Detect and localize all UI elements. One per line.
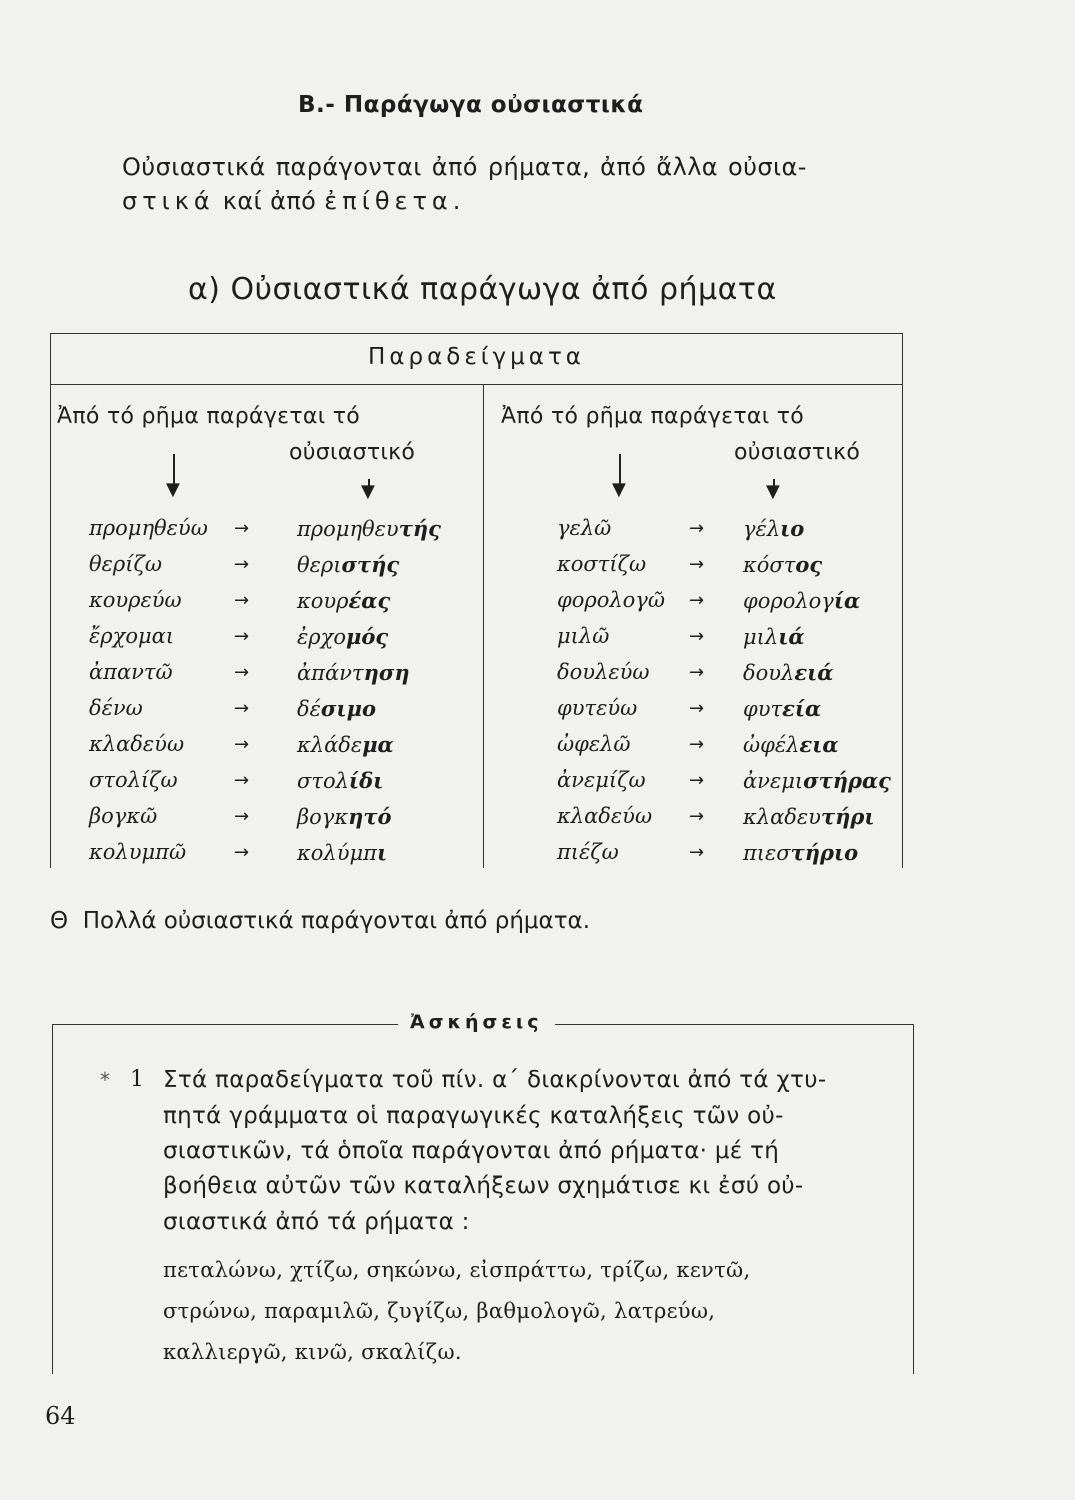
table-header: Παραδείγματα [368, 344, 585, 370]
noun: θεριστής [297, 552, 400, 577]
arrow-icon: → [689, 518, 705, 539]
verb: δένω [89, 696, 143, 720]
subsection-title: α) Οὐσιαστικά παράγωγα ἀπό ρήματα [188, 272, 777, 307]
arrow-icon: → [689, 662, 705, 683]
noun: ἐρχομός [297, 624, 389, 649]
verb: θερίζω [89, 552, 162, 576]
verb: ἔρχομαι [89, 624, 175, 648]
arrow-icon: → [234, 806, 250, 827]
noun: κολύμπι [297, 840, 388, 865]
noun: προμηθευτής [297, 516, 441, 541]
verb: κολυμπῶ [89, 840, 187, 864]
arrow-icon: → [689, 554, 705, 575]
verb: κλαδεύω [89, 732, 185, 756]
exercises-title: Ἀσκήσεις [398, 1011, 555, 1033]
intro-word-epitheta: ἐπίθετα. [324, 187, 466, 215]
theta-note [50, 908, 590, 934]
noun: φορολογία [743, 588, 861, 613]
arrow-icon: → [234, 698, 250, 719]
intro-word-kai-apo: καί ἀπό [214, 187, 325, 215]
table-header-rule [51, 384, 902, 385]
arrow-icon: → [689, 698, 705, 719]
noun: γέλιο [743, 516, 805, 541]
arrow-icon: → [689, 590, 705, 611]
noun: στολίδι [297, 768, 384, 793]
noun: πιεστήριο [743, 840, 859, 865]
noun: φυτεία [743, 696, 822, 721]
verb: κοστίζω [557, 552, 647, 576]
exercise-text-line: Στά παραδείγματα τοῦ πίν. α΄ διακρίνονται ἀπό τά χτυ- [163, 1067, 827, 1093]
arrow-icon: → [689, 770, 705, 791]
verb: μιλῶ [557, 624, 610, 648]
verb: πιέζω [557, 840, 619, 864]
exercise-word-list: πεταλώνω, χτίζω, σηκώνω, εἰσπράττω, τρίζω, κεντῶ, [163, 1258, 751, 1282]
arrow-icon: → [234, 662, 250, 683]
noun: ἀπάντηση [297, 660, 410, 685]
left-column-heading-2: οὐσιαστικό [289, 440, 416, 465]
theta-note-text: Πολλά οὐσιαστικά παράγονται ἀπό ρήματα. [82, 908, 591, 934]
noun: ὠφέλεια [743, 732, 839, 757]
noun: βογκητό [297, 804, 392, 829]
exercise-star-icon: * [100, 1068, 110, 1092]
intro-line-1: Οὐσιαστικά παράγονται ἀπό ρήματα, ἀπό ἄλλα οὐσια- [122, 153, 807, 181]
exercise-word-list: στρώνω, παραμιλῶ, ζυγίζω, βαθμολογῶ, λατρεύω, [163, 1299, 716, 1323]
arrow-icon: → [234, 842, 250, 863]
arrow-icon: → [689, 842, 705, 863]
right-column-heading: Ἀπό τό ρῆμα παράγεται τό [501, 404, 805, 429]
noun: δουλειά [743, 660, 834, 685]
verb: κουρεύω [89, 588, 182, 612]
intro-word-stika: στικά [122, 187, 215, 215]
arrow-icon: → [234, 770, 250, 791]
left-column-heading: Ἀπό τό ρῆμα παράγεται τό [57, 404, 361, 429]
page-number: 64 [45, 1402, 76, 1430]
right-column-heading-2: οὐσιαστικό [734, 440, 861, 465]
exercise-text-line: σιαστικῶν, τά ὁποῖα παράγονται ἀπό ρήματα· μέ τή [163, 1138, 780, 1164]
arrow-icon: → [234, 518, 250, 539]
verb: βογκῶ [89, 804, 158, 828]
section-title: Β.- Παράγωγα οὐσιαστικά [298, 92, 644, 118]
verb: προμηθεύω [89, 516, 208, 540]
theta-symbol: Θ [50, 908, 69, 934]
verb: φυτεύω [557, 696, 638, 720]
arrow-icon: → [234, 734, 250, 755]
arrow-icon: → [234, 626, 250, 647]
examples-table: Παραδείγματα Ἀπό τό ρῆμα παράγεται τό οὐσιαστικό ▼ ▼ Ἀπό τό ρῆμα παράγεται τό οὐσιαστικό ▼ ▼ προμηθεύω → προμηθευτής θερίζω → θεριστής κουρεύω → κουρέας ἔρχομαι → ἐρχομός ἀπαντῶ → ἀπάντηση δένω → δέσιμο κλαδεύω → κλάδεμα στολίζω → στολίδι βογκῶ → βογκητό κολυμπῶ → κολύμπι γελῶ → γέλιο κοστίζω → κόστος φορολογῶ → φορολογία μιλῶ → μιλιά δουλεύω → δουλειά φυτεύω → φυτεία ὠφελῶ → ὠφέλεια ἀνεμίζω → ἀνεμιστήρας κλαδεύω → κλαδευτήρι πιέζω → πιεστήριο [50, 333, 903, 868]
exercise-number: 1 [130, 1067, 144, 1092]
table-column-divider [483, 384, 484, 868]
arrow-icon: → [689, 806, 705, 827]
verb: ὠφελῶ [557, 732, 631, 756]
noun: δέσιμο [297, 696, 376, 721]
verb: φορολογῶ [557, 588, 665, 612]
verb: γελῶ [557, 516, 612, 540]
noun: κλάδεμα [297, 732, 394, 757]
exercise-word-list: καλλιεργῶ, κινῶ, σκαλίζω. [163, 1340, 462, 1364]
arrow-icon: → [689, 626, 705, 647]
noun: ἀνεμιστήρας [743, 768, 891, 793]
verb: κλαδεύω [557, 804, 653, 828]
noun: μιλιά [743, 624, 805, 649]
noun: κόστος [743, 552, 823, 577]
exercise-text-line: σιαστικά ἀπό τά ρήματα : [163, 1209, 470, 1235]
verb: ἀνεμίζω [557, 768, 646, 792]
noun: κλαδευτήρι [743, 804, 875, 829]
verb: δουλεύω [557, 660, 650, 684]
arrow-icon: → [234, 554, 250, 575]
exercise-text-line: πητά γράμματα οἱ παραγωγικές καταλήξεις τῶν οὐ- [163, 1103, 784, 1129]
verb: στολίζω [89, 768, 178, 792]
exercise-text-line: βοήθεια αὐτῶν τῶν καταλήξεων σχημάτισε κι ἐσύ οὐ- [163, 1173, 804, 1199]
intro-line-2 [122, 187, 465, 215]
verb: ἀπαντῶ [89, 660, 173, 684]
arrow-icon: → [689, 734, 705, 755]
noun: κουρέας [297, 588, 391, 613]
arrow-icon: → [234, 590, 250, 611]
